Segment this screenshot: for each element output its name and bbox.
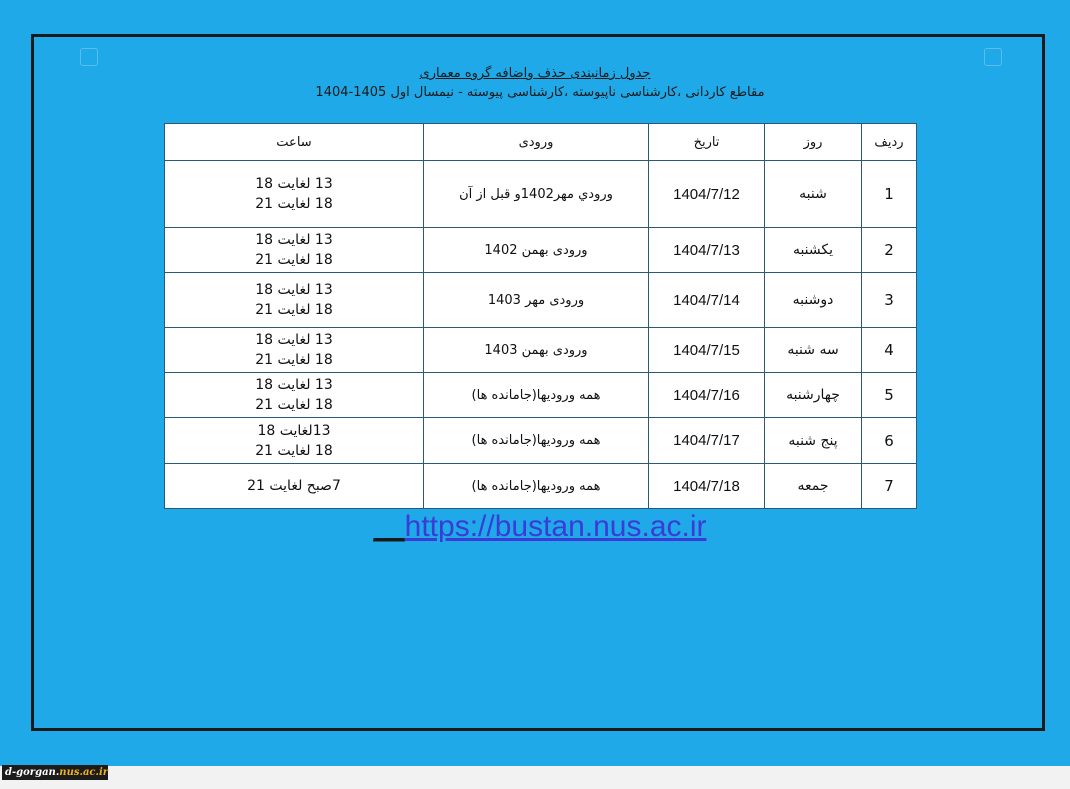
row-number: 5 <box>862 373 917 418</box>
row-time <box>165 328 424 373</box>
row-day: چهارشنبه <box>765 373 862 418</box>
time-slot: 18 لغایت 21 <box>255 196 333 212</box>
row-date: 1404/7/13 <box>649 228 765 273</box>
row-day: یکشنبه <box>765 228 862 273</box>
time-slot: 13 لغایت 18 <box>255 377 333 393</box>
row-entry: ورودی بهمن 1403 <box>424 328 649 373</box>
header-row-number: ردیف <box>862 124 917 161</box>
watermark-text: d-gorgan. <box>5 767 60 778</box>
time-slot: 7صبح لغایت 21 <box>247 478 341 494</box>
table-row <box>165 273 917 328</box>
time-slot: 18 لغایت 21 <box>255 352 333 368</box>
bustan-link[interactable]: https://bustan.nus.ac.ir <box>404 510 707 543</box>
time-slot: 13 لغایت 18 <box>255 332 333 348</box>
time-slot: 13 لغایت 18 <box>255 282 333 298</box>
site-watermark <box>2 765 108 780</box>
row-day: سه شنبه <box>765 328 862 373</box>
row-date: 1404/7/17 <box>649 418 765 464</box>
watermark-domain: nus.ac.ir <box>59 767 109 778</box>
row-date: 1404/7/16 <box>649 373 765 418</box>
row-entry: ورودي مهر1402و قبل از آن <box>424 161 649 228</box>
time-slot: 18 لغایت 21 <box>255 397 333 413</box>
row-day: شنبه <box>765 161 862 228</box>
row-day: دوشنبه <box>765 273 862 328</box>
row-time <box>165 228 424 273</box>
row-number: 7 <box>862 464 917 509</box>
time-slot: 18 لغایت 21 <box>255 252 333 268</box>
table-row <box>165 418 917 464</box>
row-entry: ورودی مهر 1403 <box>424 273 649 328</box>
schedule-table <box>164 123 917 509</box>
row-number: 3 <box>862 273 917 328</box>
time-slot: 18 لغایت 21 <box>255 442 333 459</box>
time-slot: 13 لغایت 18 <box>255 232 333 248</box>
row-date: 1404/7/18 <box>649 464 765 509</box>
row-day: پنج شنبه <box>765 418 862 464</box>
table-row <box>165 228 917 273</box>
row-entry: همه ورودیها(جامانده ها) <box>424 464 649 509</box>
corner-mark-icon <box>984 48 1002 66</box>
header-date: تاریخ <box>649 124 765 161</box>
table-row <box>165 161 917 228</box>
row-entry: ورودی بهمن 1402 <box>424 228 649 273</box>
time-slot: 18 لغایت 21 <box>255 302 333 318</box>
table-row <box>165 328 917 373</box>
row-time <box>165 161 424 228</box>
header-entry: ورودی <box>424 124 649 161</box>
row-time <box>165 418 424 464</box>
link-row <box>0 510 1070 544</box>
row-date: 1404/7/12 <box>649 161 765 228</box>
document-title: جدول زمانبندی حذف واضافه گروه معماری <box>419 66 651 81</box>
row-number: 4 <box>862 328 917 373</box>
document-subtitle: مقاطع کاردانی ،کارشناسی ناپیوسته ،کارشناسی پیوسته - نیمسال اول 1405-1404 <box>315 85 765 100</box>
table-header-row <box>165 124 917 161</box>
time-slot: 13 لغایت 18 <box>255 176 333 192</box>
row-date: 1404/7/15 <box>649 328 765 373</box>
link-prefix: __ <box>373 511 405 542</box>
row-time <box>165 373 424 418</box>
row-time <box>165 273 424 328</box>
header-time: ساعت <box>165 124 424 161</box>
row-time <box>165 464 424 509</box>
row-day: جمعه <box>765 464 862 509</box>
row-number: 2 <box>862 228 917 273</box>
row-entry: همه ورودیها(جامانده ها) <box>424 373 649 418</box>
row-number: 1 <box>862 161 917 228</box>
table-row <box>165 464 917 509</box>
corner-mark-icon <box>80 48 98 66</box>
row-entry: همه ورودیها(جامانده ها) <box>424 418 649 464</box>
table-row <box>165 373 917 418</box>
row-number: 6 <box>862 418 917 464</box>
header-day: روز <box>765 124 862 161</box>
time-slot: 13لغایت 18 <box>257 422 331 439</box>
row-date: 1404/7/14 <box>649 273 765 328</box>
